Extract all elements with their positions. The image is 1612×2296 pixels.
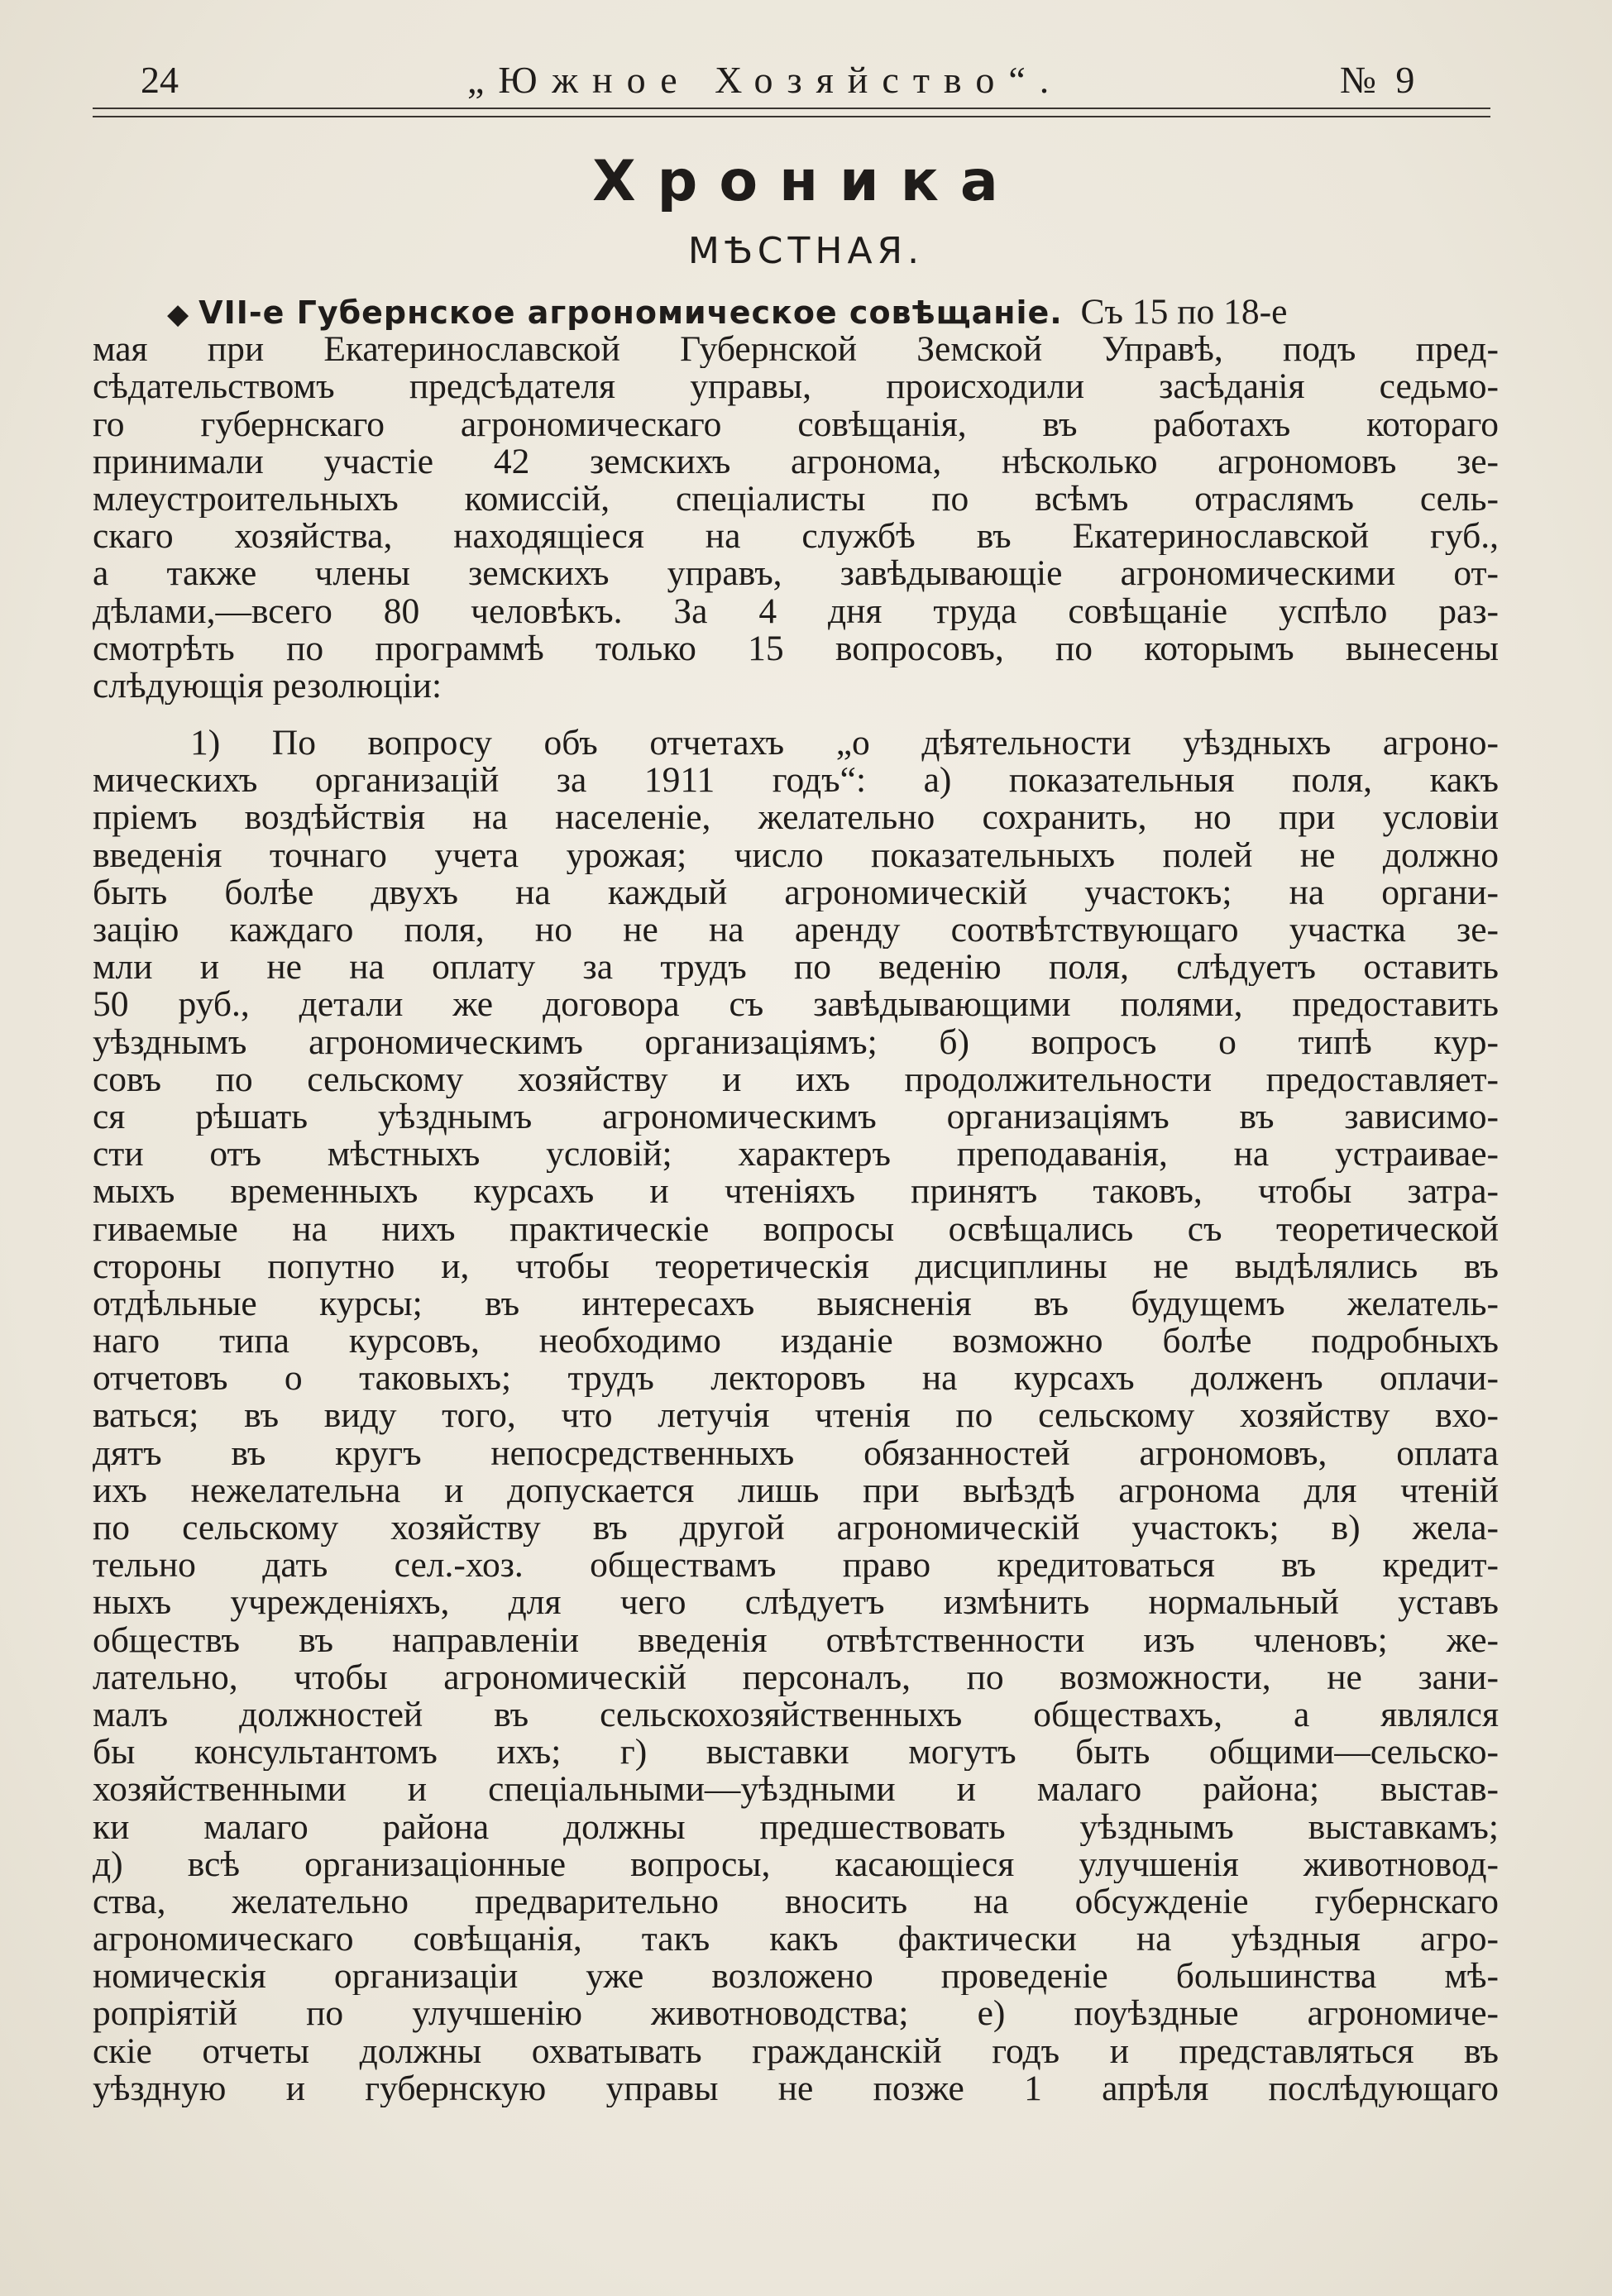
header-rule-bottom <box>93 116 1490 117</box>
article-intro <box>93 331 1499 705</box>
text-line: гиваемые на нихъ практическіе вопросы освѣщались съ теоретической <box>93 1210 1499 1248</box>
text-line: ства, желательно предварительно вносить на обсужденіе губернскаго <box>93 1882 1499 1921</box>
text-line: совъ по сельскому хозяйству и ихъ продолжительности предоставляет- <box>93 1060 1499 1098</box>
point1-paragraph <box>93 762 1499 2107</box>
text-line: ся рѣшать уѣзднымъ агрономическимъ организаціямъ въ зависимо- <box>93 1098 1499 1136</box>
text-line: уѣзднымъ агрономическимъ организаціямъ; б) вопросъ о типѣ кур- <box>93 1023 1499 1061</box>
section-title: Хроника <box>592 149 1020 214</box>
text-line: хозяйственными и спеціальными—уѣздными и малаго района; выстав- <box>93 1771 1499 1809</box>
header-rule-top <box>93 108 1490 109</box>
text-line: агрономическаго совѣщанія, такъ какъ фактически на уѣздныя агро- <box>93 1921 1499 1959</box>
text-line: ваться; въ виду того, что летучія чтенія по сельскому хозяйству вхо- <box>93 1397 1499 1435</box>
page-number: 24 <box>141 59 179 101</box>
diamond-bullet-icon: ◆ <box>167 298 189 331</box>
text-line: по сельскому хозяйству въ другой агрономическій участокъ; в) жела- <box>93 1509 1499 1547</box>
text-line: отдѣльные курсы; въ интересахъ выясненія въ будущемъ желатель- <box>93 1284 1499 1323</box>
paragraph-gap <box>93 705 1499 725</box>
text-line: ныхъ учрежденіяхъ, для чего слѣдуетъ измѣнить нормальный уставъ <box>93 1584 1499 1622</box>
text-line: бы консультантомъ ихъ; г) выставки могутъ быть общими—сельско- <box>93 1734 1499 1772</box>
text-line: ропріятій по улучшенію животноводства; е) поуѣздные агрономиче- <box>93 1995 1499 2033</box>
text-line: быть болѣе двухъ на каждый агрономическій участокъ; на органи- <box>93 873 1499 911</box>
text-line: слѣдующія резолюціи: <box>93 667 442 706</box>
issue-number: № 9 <box>1340 59 1420 101</box>
text-line: стороны попутно и, чтобы теоретическія дисциплины не выдѣлялись въ <box>93 1247 1499 1285</box>
text-line: скіе отчеты должны охватывать гражданскій годъ и представляться въ <box>93 2032 1499 2070</box>
text-line: отчетовъ о таковыхъ; трудъ лекторовъ на курсахъ долженъ оплачи- <box>93 1360 1499 1398</box>
article-heading: VII-е Губернское агрономическое совѣщаніе. <box>199 294 1063 331</box>
running-header <box>91 51 1497 109</box>
text-line: зацію каждаго поля, но не на аренду соотвѣтствующаго участка зе- <box>93 911 1499 949</box>
section-subtitle: МѢСТНАЯ. <box>687 230 925 272</box>
article-first-line-text: Съ 15 по 18-е <box>1080 294 1288 332</box>
point1-first-line: 1) По вопросу объ отчетахъ „о дѣятельности уѣздныхъ агроно- <box>190 725 1499 763</box>
text-line: мая при Екатеринославской Губернской Земской Управѣ, подъ пред- <box>93 331 1499 369</box>
text-line: мыхъ временныхъ курсахъ и чтеніяхъ принятъ таковъ, чтобы затра- <box>93 1173 1499 1211</box>
article-body <box>93 294 1499 2107</box>
text-line: мли и не на оплату за трудъ по веденію поля, слѣдуетъ оставить <box>93 949 1499 987</box>
text-line: скаго хозяйства, находящіеся на службѣ въ Екатеринославской губ., <box>93 518 1499 556</box>
text-line: дѣлами,—всего 80 человѣкъ. За 4 дня труда совѣщаніе успѣло раз- <box>93 592 1499 630</box>
text-line: тельно дать сел.-хоз. обществамъ право кредитоваться въ кредит- <box>93 1547 1499 1585</box>
text-line: го губернскаго агрономическаго совѣщанія, въ работахъ котораго <box>93 405 1499 443</box>
text-line: сти отъ мѣстныхъ условій; характеръ преподаванія, на устраивае- <box>93 1136 1499 1174</box>
text-line: введенія точнаго учета урожая; число показательныхъ полей не должно <box>93 836 1499 874</box>
journal-title: „Южное Хозяйство“. <box>467 59 1064 101</box>
text-line: лательно, чтобы агрономическій персоналъ, по возможности, не зани- <box>93 1658 1499 1696</box>
text-line: принимали участіе 42 земскихъ агронома, нѣсколько агрономовъ зе- <box>93 442 1499 481</box>
article-first-line <box>93 294 1499 331</box>
text-line: пріемъ воздѣйствія на населеніе, желательно сохранить, но при условіи <box>93 799 1499 837</box>
text-line: обществъ въ направленіи введенія отвѣтственности изъ членовъ; же- <box>93 1621 1499 1659</box>
text-line: 50 руб., детали же договора съ завѣдывающими полями, предоставить <box>93 986 1499 1024</box>
text-line: дятъ въ кругъ непосредственныхъ обязанностей агрономовъ, оплата <box>93 1434 1499 1472</box>
text-line: уѣздную и губернскую управы не позже 1 апрѣля послѣдующаго <box>93 2069 1499 2107</box>
text-line: сѣдательствомъ предсѣдателя управы, происходили засѣданія седьмо- <box>93 368 1499 406</box>
text-line: смотрѣть по программѣ только 15 вопросовъ, по которымъ вынесены <box>93 629 1499 667</box>
text-line: наго типа курсовъ, необходимо изданіе возможно болѣе подробныхъ <box>93 1323 1499 1361</box>
text-line: номическія организаціи уже возложено проведеніе большинства мѣ- <box>93 1958 1499 1996</box>
text-line: ки малаго района должны предшествовать уѣзднымъ выставкамъ; <box>93 1808 1499 1846</box>
text-line: д) всѣ организаціонные вопросы, касающіеся улучшенія животновод- <box>93 1845 1499 1883</box>
text-line: млеустроительныхъ комиссій, спеціалисты по всѣмъ отраслямъ сель- <box>93 480 1499 519</box>
text-line: малъ должностей въ сельскохозяйственныхъ обществахъ, а являлся <box>93 1696 1499 1734</box>
text-line: а также члены земскихъ управъ, завѣдывающіе агрономическими от- <box>93 555 1499 593</box>
text-line: ихъ нежелательна и допускается лишь при выѣздѣ агронома для чтеній <box>93 1471 1499 1509</box>
text-line: мическихъ организацій за 1911 годъ“: а) показательныя поля, какъ <box>93 762 1499 800</box>
